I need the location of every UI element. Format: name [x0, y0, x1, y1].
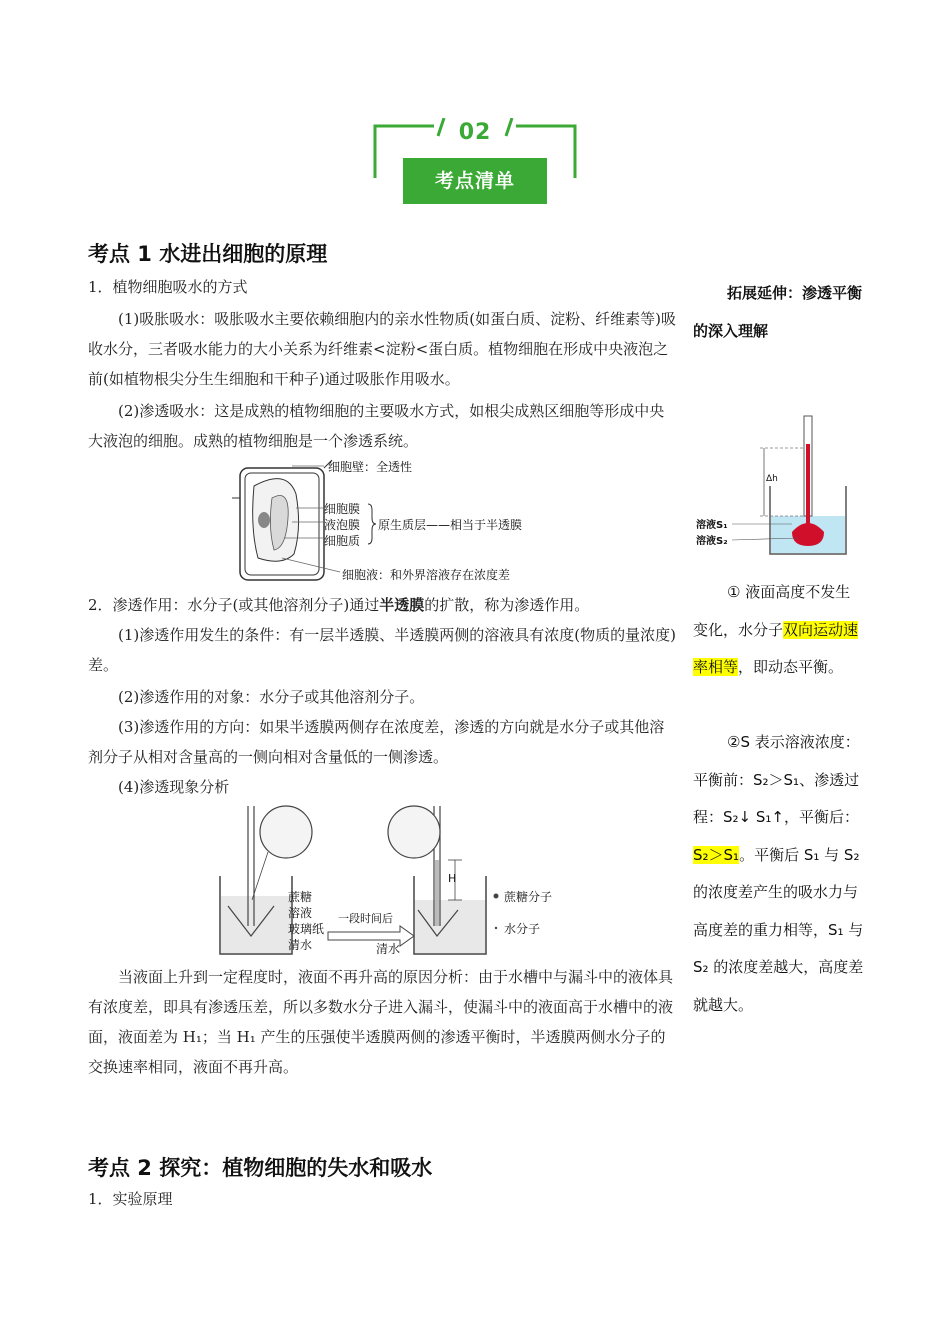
badge-number: 02	[458, 120, 492, 145]
sidebar-extension	[693, 275, 865, 350]
legend-water: 水分子	[504, 922, 541, 936]
time-later-label: 一段时间后	[338, 912, 393, 925]
item2-paragraph-2: (2)渗透作用的对象：水分子或其他溶剂分子。	[118, 688, 425, 706]
item2-paragraph-3: (3)渗透作用的方向：如果半透膜两侧存在浓度差，渗透的方向就是水分子或其他溶剂分子从相对含量高的一侧向相对含量低的一侧渗透。	[88, 718, 665, 766]
item2-paragraph-1: (1)渗透作用发生的条件：有一层半透膜、半透膜两侧的溶液具有浓度(物质的量浓度)差。	[88, 626, 676, 674]
note2-highlight: S₂＞S₁	[693, 845, 740, 864]
section-badge	[372, 118, 578, 212]
beaker-diagram	[694, 412, 854, 562]
item2-paragraph-4: (4)渗透现象分析	[118, 778, 230, 796]
section2-title: 考点 2 探究：植物细胞的失水和吸水	[88, 1156, 433, 1180]
item2-heading-pre: 2．渗透作用：水分子(或其他溶剂分子)通过	[88, 596, 380, 614]
beaker-s2-label: 溶液S₂	[696, 536, 728, 547]
cell-wall-label: 细胞壁：全透性	[328, 460, 413, 474]
note1-post: ，即动态平衡。	[738, 658, 844, 676]
item1-paragraph-2: (2)渗透吸水：这是成熟的植物细胞的主要吸水方式，如根尖成熟区细胞等形成中央大液泡的细胞。成熟的植物细胞是一个渗透系统。	[88, 402, 665, 450]
water-right-label: 清水	[376, 942, 401, 956]
sidebar-note-1	[693, 574, 865, 687]
note1-pre: ① 液面高度不发生变化，水分子	[693, 583, 851, 639]
height-h-label: H	[448, 872, 457, 885]
cell-membrane-label: 细胞膜	[324, 502, 361, 516]
badge-label: 考点清单	[403, 158, 547, 204]
cytoplasm-label: 细胞质	[324, 534, 361, 548]
water-left-label: 清水	[288, 938, 313, 952]
legend-sucrose: 蔗糖分子	[504, 890, 553, 904]
sidebar-note-2	[693, 724, 865, 1024]
section2-item1-heading: 1．实验原理	[88, 1190, 173, 1208]
item2-paragraph-5: 当液面上升到一定程度时，液面不再升高的原因分析：由于水槽中与漏斗中的液体具有浓度差，即具有渗透压差，所以多数水分子进入漏斗，使漏斗中的液面高于水槽中的液面，液面差为 H₁；当 H₁ 产生的压强使半透膜两侧的渗透平衡时，半透膜两侧水分子的交换速率相同，液面不再升高。	[88, 968, 674, 1076]
item2-heading	[88, 590, 678, 620]
section1-title: 考点 1 水进出细胞的原理	[88, 242, 328, 266]
item1-heading: 1．植物细胞吸水的方式	[88, 278, 248, 296]
item2-heading-bold: 半透膜	[379, 596, 425, 614]
cell-sap-label: 细胞液：和外界溶液存在浓度差	[342, 568, 511, 582]
tonoplast-label: 液泡膜	[324, 518, 361, 532]
note2-b: 。平衡后 S₁ 与 S₂ 的浓度差产生的吸水力与高度差的重力相等，S₁ 与 S₂ 的浓度差越大，高度差就越大。	[693, 845, 864, 1014]
cellophane-label: 玻璃纸	[288, 922, 325, 936]
note2-a: ②S 表示溶液浓度：平衡前：S₂＞S₁、渗透过程：S₂↓ S₁↑，平衡后：	[693, 733, 860, 826]
beaker-dh-label: Δh	[766, 474, 778, 484]
plant-cell-diagram	[232, 458, 532, 588]
osmosis-apparatus-icon	[208, 796, 554, 958]
sucrose-label: 蔗糖	[288, 890, 313, 904]
sidebar-title: 拓展延伸：渗透平衡的深入理解	[693, 284, 863, 340]
protoplast-label: 原生质层——相当于半透膜	[378, 518, 523, 532]
osmosis-diagram	[208, 796, 554, 958]
solution-label: 溶液	[288, 906, 313, 920]
beaker-s1-label: 溶液S₁	[696, 520, 728, 531]
item1-paragraph-1: (1)吸胀吸水：吸胀吸水主要依赖细胞内的亲水性物质(如蛋白质、淀粉、纤维素等)吸收水分，三者吸水能力的大小关系为纤维素<淀粉<蛋白质。植物细胞在形成中央液泡之前(如植物根尖分生生细胞和干种子)通过吸胀作用吸水。	[88, 310, 676, 388]
item2-heading-post: 的扩散，称为渗透作用。	[424, 596, 590, 614]
note1-highlight: 双向运动速率相等	[693, 620, 859, 676]
